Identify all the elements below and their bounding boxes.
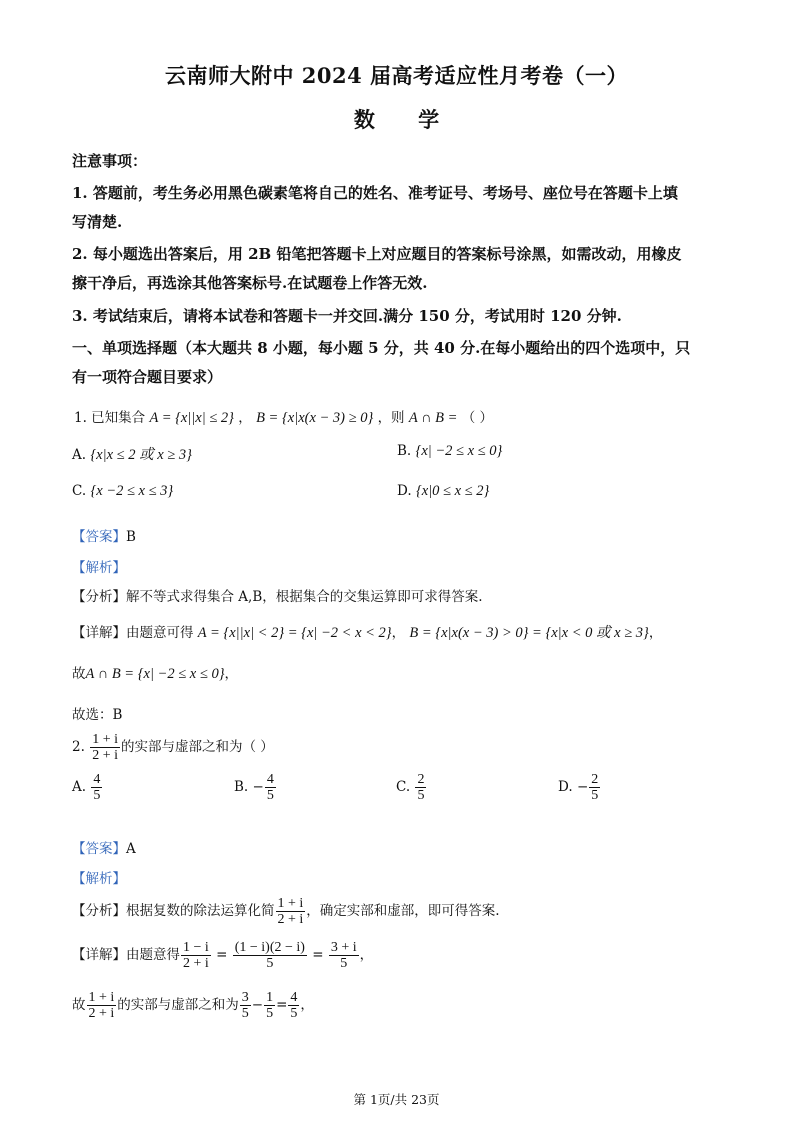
q1-intersection: A ∩ B = <box>408 410 458 426</box>
frac-num: 2 <box>591 772 599 787</box>
option-label: D. <box>397 483 412 499</box>
xiangjie-end: ， <box>359 947 374 963</box>
option-label: C. <box>396 779 411 795</box>
option-fraction <box>589 772 600 803</box>
q2-fenxi <box>72 896 500 927</box>
section-heading-line-2: 有一项符合题目要求） <box>72 368 223 386</box>
xiangjie-tag: 【详解】 <box>72 947 126 963</box>
xiangjie-prefix: 由题意可得 <box>126 625 194 641</box>
q1-fenxi <box>72 585 483 605</box>
option-fraction <box>265 772 276 803</box>
q2-number: 2. <box>72 739 85 755</box>
fenxi-fraction <box>276 896 306 927</box>
frac-num: 1 + i <box>88 990 115 1005</box>
frac-num: 1 + i <box>277 896 304 911</box>
therefore-end: ， <box>300 997 314 1013</box>
q1-suffix: ，则 <box>377 410 405 426</box>
subject-title: 数 学 <box>353 107 458 132</box>
q1-option-a <box>72 443 192 464</box>
step-3-fraction <box>329 940 359 971</box>
therefore-text: 的实部与虚部之和为 <box>117 997 239 1013</box>
therefore-expr: A ∩ B = {x| −2 ≤ x ≤ 0} <box>85 666 225 682</box>
q1-paren: （ ） <box>461 410 494 426</box>
question-1 <box>74 406 493 427</box>
term-2-fraction <box>264 990 275 1021</box>
answer-tag: 【答案】 <box>72 841 126 857</box>
option-text: {x −2 ≤ x ≤ 3} <box>90 483 174 499</box>
fenxi-tag: 【分析】 <box>72 589 126 605</box>
option-label: A. <box>72 779 87 795</box>
q1-option-c <box>72 483 173 500</box>
q2-xiangjie <box>72 940 373 971</box>
therefore-prefix: 故 <box>72 997 86 1013</box>
q1-option-d <box>397 483 489 500</box>
frac-num: 4 <box>290 990 298 1005</box>
xiangjie-prefix: 由题意得 <box>126 947 180 963</box>
q2-option-c <box>396 772 427 803</box>
q1-set-a: A = {x||x| ≤ 2} <box>149 410 234 426</box>
option-sign: − <box>576 779 589 795</box>
frac-num: 4 <box>93 772 101 787</box>
note-1-line-1: 1. 答题前，考生务必用黑色碳素笔将自己的姓名、准考证号、考场号、座位号在答题卡上填 <box>72 184 678 202</box>
note-2-line-2: 擦干净后，再选涂其他答案标号.在试题卷上作答无效. <box>72 274 428 292</box>
note-2-line-1: 2. 每小题选出答案后，用 2B 铅笔把答题卡上对应题目的答案标号涂黑，如需改动，用橡皮 <box>72 245 682 263</box>
answer-tag: 【答案】 <box>72 529 126 545</box>
frac-den: 5 <box>266 1006 274 1021</box>
q2-therefore <box>72 990 314 1021</box>
q1-sep: ， <box>238 410 252 426</box>
fenxi-tag: 【分析】 <box>72 903 126 919</box>
answer-value: A <box>126 841 136 857</box>
q1-prefix: 1. 已知集合 <box>74 410 146 426</box>
frac-den: 2 + i <box>183 956 209 971</box>
q2-answer <box>72 837 136 857</box>
frac-den: 5 <box>417 788 425 803</box>
fenxi-prefix: 根据复数的除法运算化简 <box>126 903 275 919</box>
q2-option-d <box>558 772 601 803</box>
exam-title: 云南师大附中 2024 届高考适应性月考卷（一） <box>164 63 629 88</box>
equals-sign: = <box>312 947 324 963</box>
fenxi-suffix: ，确定实部和虚部，即可得答案. <box>306 903 500 919</box>
answer-value: B <box>126 529 136 545</box>
frac-den: 2 + i <box>277 912 304 927</box>
q1-choice: 故选：B <box>72 707 123 723</box>
option-label: B. <box>397 443 412 459</box>
option-sign: − <box>252 779 264 795</box>
q1-xiangjie <box>72 621 662 642</box>
frac-num: 1 + i <box>92 732 118 747</box>
frac-den: 2 + i <box>92 748 118 763</box>
q1-answer <box>72 525 136 545</box>
page-number: 第 1页/共 23页 <box>353 1092 440 1107</box>
section-heading-line-1: 一、单项选择题（本大题共 8 小题，每小题 5 分，共 40 分.在每小题给出的四个选项中，只 <box>72 339 691 357</box>
option-label: A. <box>72 447 87 463</box>
frac-den: 5 <box>290 1006 298 1021</box>
frac-num: (1 − i)(2 − i) <box>234 940 305 955</box>
analysis-tag: 【解析】 <box>72 560 126 576</box>
therefore-fraction <box>87 990 117 1021</box>
note-1-line-2: 写清楚. <box>72 213 123 231</box>
notes-heading: 注意事项： <box>72 152 148 170</box>
note-3: 3. 考试结束后，请将本试卷和答题卡一并交回.满分 150 分，考试用时 120 分钟. <box>72 307 622 325</box>
option-text: {x|x ≤ 2 或 x ≥ 3} <box>90 447 192 463</box>
frac-den: 5 <box>93 788 101 803</box>
q1-therefore <box>72 662 238 683</box>
q2-analysis-tag <box>72 867 126 887</box>
frac-den: 5 <box>340 956 348 971</box>
equals-sign: = <box>216 947 228 963</box>
result-fraction <box>288 990 299 1021</box>
therefore-end: ， <box>224 666 238 682</box>
q2-option-b <box>234 772 277 803</box>
frac-den: 5 <box>591 788 599 803</box>
option-text: {x|0 ≤ x ≤ 2} <box>415 483 490 499</box>
q2-text: 的实部与虚部之和为（ ） <box>120 739 274 755</box>
q1-option-b <box>397 443 502 460</box>
option-label: C. <box>72 483 87 499</box>
option-text: {x| −2 ≤ x ≤ 0} <box>415 443 503 459</box>
xiangjie-set-a: A = {x||x| < 2} = {x| −2 < x < 2} <box>197 625 392 641</box>
frac-num: 3 + i <box>330 940 357 955</box>
frac-den: 5 <box>241 1006 249 1021</box>
frac-num: 1 − i <box>183 940 209 955</box>
option-label: D. <box>558 779 573 795</box>
frac-den: 5 <box>266 956 274 971</box>
frac-num: 3 <box>241 990 249 1005</box>
frac-num: 1 <box>266 990 274 1005</box>
option-fraction <box>91 772 102 803</box>
xiangjie-sep: ， <box>391 625 406 641</box>
equals-sign: = <box>276 997 288 1013</box>
q2-option-a <box>72 772 103 803</box>
term-1-fraction <box>240 990 251 1021</box>
option-fraction <box>415 772 426 803</box>
step-1-fraction <box>181 940 211 971</box>
step-2-fraction <box>233 940 307 971</box>
minus-sign: − <box>251 997 264 1013</box>
frac-den: 5 <box>266 788 274 803</box>
fenxi-text: 解不等式求得集合 A,B，根据集合的交集运算即可求得答案. <box>126 589 483 605</box>
analysis-tag: 【解析】 <box>72 871 126 887</box>
xiangjie-set-b: B = {x|x(x − 3) > 0} = {x|x < 0 或 x ≥ 3} <box>409 625 649 641</box>
frac-den: 2 + i <box>88 1006 115 1021</box>
xiangjie-end: ， <box>648 625 663 641</box>
frac-num: 4 <box>266 772 274 787</box>
q2-fraction <box>90 732 120 763</box>
therefore-prefix: 故 <box>72 666 86 682</box>
frac-num: 2 <box>417 772 425 787</box>
q1-analysis-tag <box>72 556 126 576</box>
q1-set-b: B = {x|x(x − 3) ≥ 0} <box>256 410 374 426</box>
question-2 <box>72 732 274 763</box>
xiangjie-tag: 【详解】 <box>72 625 126 641</box>
option-label: B. <box>234 779 249 795</box>
